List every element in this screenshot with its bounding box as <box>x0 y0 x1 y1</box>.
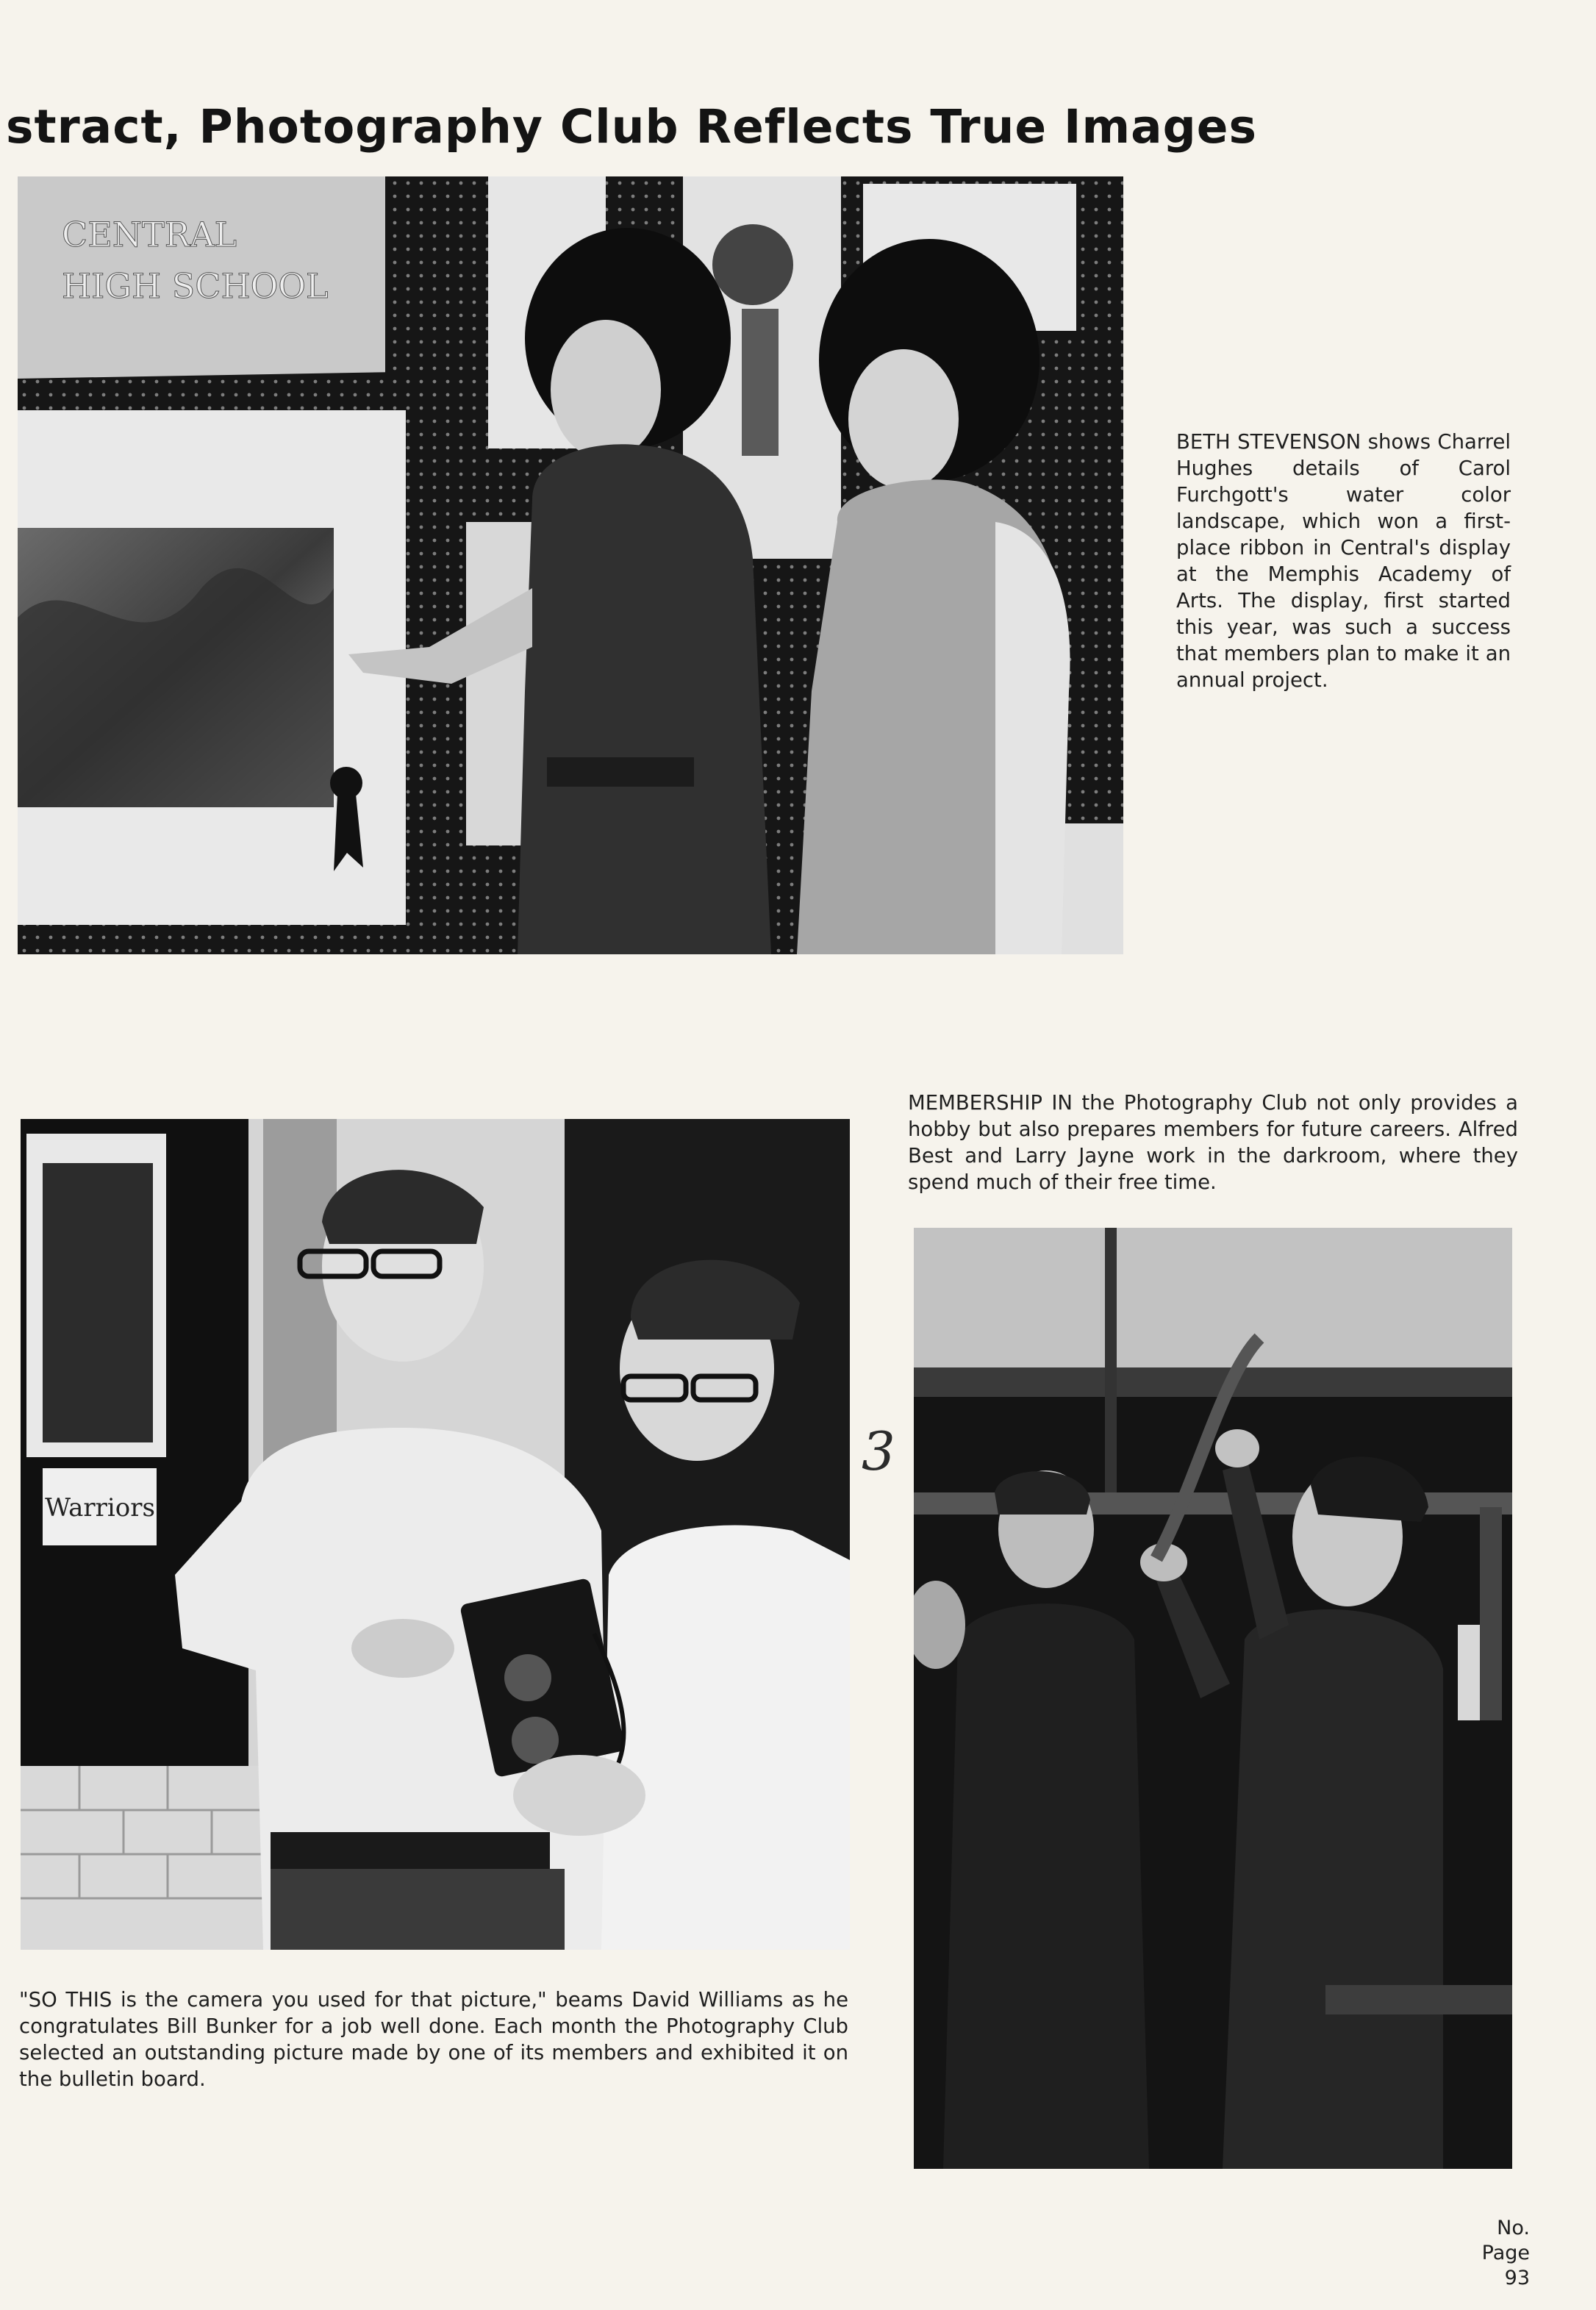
warriors-sign-text: Warriors <box>45 1493 155 1523</box>
caption-body: the Photography Club not only provides a hobby but also prepares members for future careers. Alfred Best and Larry Jayne work in the darkroom, where they spend much of their free time. <box>908 1091 1518 1194</box>
darkroom-illustration <box>914 1228 1512 2169</box>
caption-lead: BETH STEVENSON <box>1176 430 1361 454</box>
camera-scene-illustration <box>21 1119 850 1950</box>
caption-lead: "SO THIS <box>19 1988 112 2012</box>
caption-art-display <box>1176 429 1511 693</box>
handwritten-mark: 3 <box>862 1420 895 1482</box>
caption-lead: MEMBERSHIP IN <box>908 1091 1073 1115</box>
caption-body: is the camera you used for that picture," beams David Williams as he congratulates Bill Bunker for a job well done. Each month the Photography Club selected an outstanding picture made by one of its members and exhibited it on the bulletin board. <box>19 1988 848 2091</box>
caption-darkroom <box>908 1090 1518 1195</box>
page-number: 93 <box>1504 2267 1530 2289</box>
folio-line2: Page <box>1481 2242 1530 2264</box>
caption-camera <box>19 1987 848 2092</box>
folio-line1: No. <box>1497 2217 1530 2239</box>
sign-text-line2: HIGH SCHOOL <box>62 266 329 306</box>
art-display-illustration <box>18 176 1123 954</box>
photo-art-display <box>18 176 1123 954</box>
sign-text-line1: CENTRAL <box>62 215 237 254</box>
caption-body: shows Charrel Hughes details of Carol Furchgott's water color landscape, which won a first-place ribbon in Central's display at the Memphis Academy of Arts. The display, first started this year, was such a success that members plan to make it an annual project. <box>1176 430 1511 692</box>
folio <box>1482 2216 1530 2291</box>
photo-darkroom <box>914 1228 1512 2169</box>
headline: stract, Photography Club Reflects True Images <box>6 100 1257 154</box>
photo-camera-congratulations <box>21 1119 850 1950</box>
